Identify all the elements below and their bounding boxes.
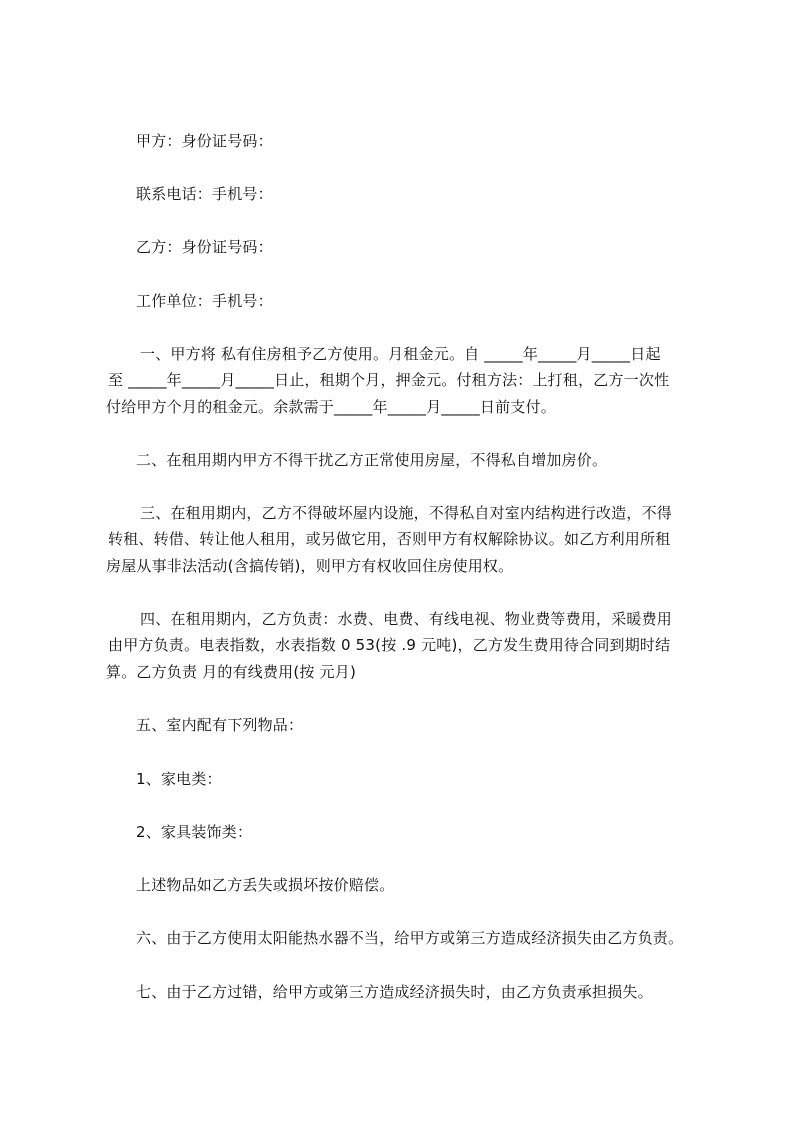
clause-5: 五、室内配有下列物品： bbox=[136, 716, 304, 734]
field-party-a: 甲方：身份证号码： bbox=[136, 132, 273, 150]
clause-4-line-1: 四、在租用期内，乙方负责：水费、电费、有线电视、物业费等费用，采暖费用 bbox=[140, 610, 673, 628]
field-contact-phone: 联系电话：手机号： bbox=[136, 185, 273, 203]
clause-1-line-2: 至 _____年_____月_____日止，租期个月，押金元。付租方法：上打租，乙方一次性 bbox=[108, 371, 670, 389]
field-party-b: 乙方：身份证号码： bbox=[136, 238, 273, 256]
clause-6: 六、由于乙方使用太阳能热水器不当，给甲方或第三方造成经济损失由乙方负责。 bbox=[136, 929, 684, 947]
clause-1-line-3: 付给甲方个月的租金元。余款需于_____年_____月_____日前支付。 bbox=[106, 398, 556, 416]
clause-1-line-1: 一、甲方将 私有住房租予乙方使用。月租金元。自 _____年_____月_____日起 bbox=[140, 345, 661, 363]
clause-3-line-3: 房屋从事非法活动(含搞传销)，则甲方有权收回住房使用权。 bbox=[106, 557, 514, 575]
clause-2: 二、在租用期内甲方不得干扰乙方正常使用房屋，不得私自增加房价。 bbox=[136, 451, 608, 469]
field-work-unit: 工作单位：手机号： bbox=[136, 292, 273, 310]
item-furniture: 2、家具装饰类： bbox=[136, 823, 253, 841]
clause-7: 七、由于乙方过错，给甲方或第三方造成经济损失时，由乙方负责承担损失。 bbox=[136, 983, 653, 1001]
clause-3-line-1: 三、在租用期内，乙方不得破坏屋内设施，不得私自对室内结构进行改造，不得 bbox=[140, 504, 673, 522]
clause-4-line-3: 算。乙方负责 月的有线费用(按 元月) bbox=[106, 663, 357, 681]
clause-4-line-2: 由甲方负责。电表指数，水表指数 0 53(按 .9 元吨)，乙方发生费用待合同到期时结 bbox=[108, 636, 671, 654]
compensation-note: 上述物品如乙方丢失或损坏按价赔偿。 bbox=[136, 876, 395, 894]
item-appliances: 1、家电类： bbox=[136, 770, 222, 788]
clause-3-line-2: 转租、转借、转让他人租用，或另做它用，否则甲方有权解除协议。如乙方利用所租 bbox=[108, 530, 671, 548]
